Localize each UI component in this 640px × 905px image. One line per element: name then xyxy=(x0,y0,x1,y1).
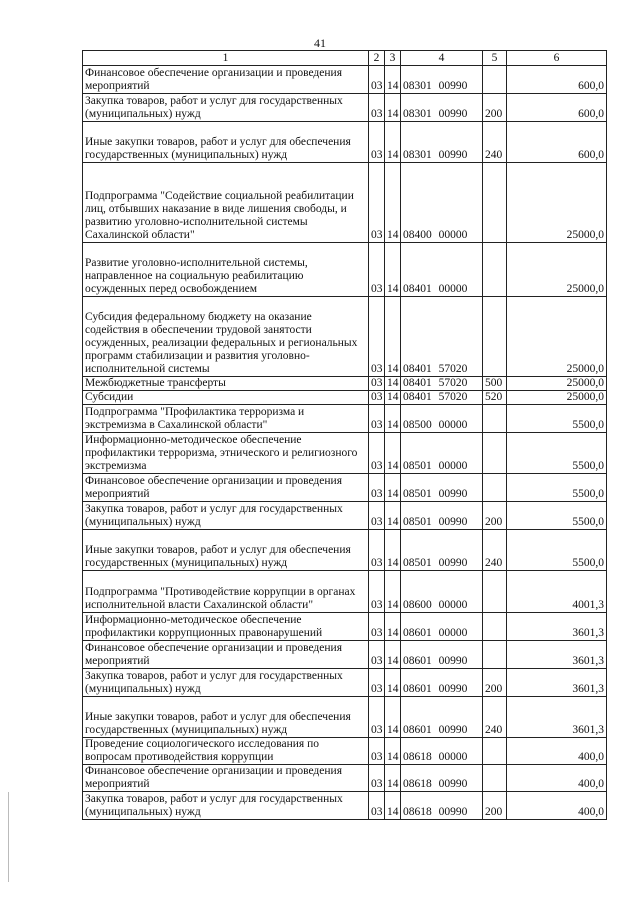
cell-section: 03 xyxy=(369,613,385,641)
cell-name: Информационно-методическое обеспечение профилактики коррупционных правонарушений xyxy=(83,613,369,641)
cell-expense-type xyxy=(483,738,507,765)
cell-section: 03 xyxy=(369,94,385,122)
table-header-row xyxy=(83,51,607,66)
cell-amount: 4001,3 xyxy=(507,571,607,613)
cell-name: Финансовое обеспечение организации и проведения мероприятий xyxy=(83,765,369,792)
cell-name: Подпрограмма "Противодействие коррупции в органах исполнительной власти Сахалинской области" xyxy=(83,571,369,613)
cell-amount: 25000,0 xyxy=(507,243,607,297)
table-row xyxy=(83,474,607,502)
cell-subsection: 14 xyxy=(385,94,401,122)
cell-section: 03 xyxy=(369,641,385,669)
cell-section: 03 xyxy=(369,243,385,297)
cell-amount: 25000,0 xyxy=(507,377,607,391)
column-header-section: 2 xyxy=(369,51,385,66)
cell-amount: 400,0 xyxy=(507,738,607,765)
cell-name: Финансовое обеспечение организации и проведения мероприятий xyxy=(83,474,369,502)
cell-expense-type xyxy=(483,433,507,474)
cell-subsection: 14 xyxy=(385,502,401,530)
cell-section: 03 xyxy=(369,474,385,502)
cell-name: Межбюджетные трансферты xyxy=(83,377,369,391)
cell-target-code: 08501 00990 xyxy=(401,474,483,502)
cell-section: 03 xyxy=(369,297,385,377)
cell-section: 03 xyxy=(369,697,385,738)
cell-target-code: 08401 57020 xyxy=(401,377,483,391)
cell-expense-type: 240 xyxy=(483,697,507,738)
cell-expense-type: 200 xyxy=(483,94,507,122)
table-row xyxy=(83,391,607,405)
cell-section: 03 xyxy=(369,765,385,792)
cell-subsection: 14 xyxy=(385,669,401,697)
budget-table xyxy=(82,50,607,820)
table-row xyxy=(83,792,607,820)
table-row xyxy=(83,669,607,697)
cell-section: 03 xyxy=(369,66,385,94)
table-row xyxy=(83,377,607,391)
cell-subsection: 14 xyxy=(385,792,401,820)
cell-amount: 400,0 xyxy=(507,792,607,820)
cell-section: 03 xyxy=(369,530,385,571)
table-row xyxy=(83,502,607,530)
cell-amount: 5500,0 xyxy=(507,433,607,474)
cell-amount: 600,0 xyxy=(507,122,607,163)
cell-name: Закупка товаров, работ и услуг для государственных (муниципальных) нужд xyxy=(83,94,369,122)
table-row xyxy=(83,765,607,792)
cell-expense-type: 500 xyxy=(483,377,507,391)
table-row xyxy=(83,571,607,613)
cell-amount: 3601,3 xyxy=(507,697,607,738)
cell-name: Подпрограмма "Профилактика терроризма и экстремизма в Сахалинской области" xyxy=(83,405,369,433)
cell-subsection: 14 xyxy=(385,163,401,243)
cell-section: 03 xyxy=(369,405,385,433)
cell-section: 03 xyxy=(369,502,385,530)
cell-subsection: 14 xyxy=(385,405,401,433)
cell-subsection: 14 xyxy=(385,66,401,94)
cell-target-code: 08301 00990 xyxy=(401,66,483,94)
cell-amount: 5500,0 xyxy=(507,502,607,530)
table-row xyxy=(83,613,607,641)
table-row xyxy=(83,433,607,474)
cell-amount: 5500,0 xyxy=(507,530,607,571)
cell-expense-type xyxy=(483,765,507,792)
cell-section: 03 xyxy=(369,738,385,765)
cell-name: Развитие уголовно-исполнительной системы, направленное на социальную реабилитацию осужденных перед освобождением xyxy=(83,243,369,297)
table-row xyxy=(83,297,607,377)
table-row xyxy=(83,738,607,765)
cell-subsection: 14 xyxy=(385,297,401,377)
cell-subsection: 14 xyxy=(385,530,401,571)
cell-amount: 400,0 xyxy=(507,765,607,792)
cell-subsection: 14 xyxy=(385,433,401,474)
table-row xyxy=(83,94,607,122)
cell-section: 03 xyxy=(369,391,385,405)
table-row xyxy=(83,163,607,243)
cell-amount: 3601,3 xyxy=(507,641,607,669)
cell-expense-type: 240 xyxy=(483,530,507,571)
cell-name: Проведение социологического исследования по вопросам противодействия коррупции xyxy=(83,738,369,765)
cell-name: Закупка товаров, работ и услуг для государственных (муниципальных) нужд xyxy=(83,502,369,530)
cell-target-code: 08618 00990 xyxy=(401,765,483,792)
cell-target-code: 08501 00990 xyxy=(401,502,483,530)
cell-name: Финансовое обеспечение организации и проведения мероприятий xyxy=(83,66,369,94)
cell-target-code: 08618 00000 xyxy=(401,738,483,765)
scan-margin-mark xyxy=(8,792,9,882)
table-row xyxy=(83,641,607,669)
page-number: 41 xyxy=(314,36,326,50)
table-row xyxy=(83,243,607,297)
cell-section: 03 xyxy=(369,163,385,243)
cell-target-code: 08501 00000 xyxy=(401,433,483,474)
cell-name: Информационно-методическое обеспечение профилактики терроризма, этнического и религиозного экстремизма xyxy=(83,433,369,474)
cell-name: Закупка товаров, работ и услуг для государственных (муниципальных) нужд xyxy=(83,792,369,820)
column-header-amount: 6 xyxy=(507,51,607,66)
cell-subsection: 14 xyxy=(385,243,401,297)
cell-target-code: 08400 00000 xyxy=(401,163,483,243)
cell-expense-type xyxy=(483,243,507,297)
cell-expense-type xyxy=(483,613,507,641)
cell-amount: 5500,0 xyxy=(507,405,607,433)
cell-expense-type xyxy=(483,474,507,502)
cell-section: 03 xyxy=(369,792,385,820)
table-row xyxy=(83,122,607,163)
cell-amount: 3601,3 xyxy=(507,613,607,641)
cell-subsection: 14 xyxy=(385,765,401,792)
cell-subsection: 14 xyxy=(385,613,401,641)
cell-amount: 25000,0 xyxy=(507,391,607,405)
cell-subsection: 14 xyxy=(385,641,401,669)
table-row xyxy=(83,66,607,94)
cell-expense-type xyxy=(483,641,507,669)
cell-name: Субсидия федеральному бюджету на оказание содействия в обеспечении трудовой занятости осужденных, реализации федеральных и региональных программ стабилизации и развития уголовно-исполнительной системы xyxy=(83,297,369,377)
cell-name: Иные закупки товаров, работ и услуг для обеспечения государственных (муниципальных) нужд xyxy=(83,697,369,738)
cell-amount: 25000,0 xyxy=(507,297,607,377)
cell-amount: 3601,3 xyxy=(507,669,607,697)
cell-subsection: 14 xyxy=(385,122,401,163)
cell-subsection: 14 xyxy=(385,738,401,765)
cell-amount: 600,0 xyxy=(507,94,607,122)
table-row xyxy=(83,405,607,433)
cell-expense-type xyxy=(483,163,507,243)
cell-subsection: 14 xyxy=(385,377,401,391)
cell-target-code: 08401 00000 xyxy=(401,243,483,297)
cell-target-code: 08618 00990 xyxy=(401,792,483,820)
cell-amount: 25000,0 xyxy=(507,163,607,243)
cell-expense-type: 520 xyxy=(483,391,507,405)
cell-target-code: 08601 00000 xyxy=(401,613,483,641)
cell-target-code: 08301 00990 xyxy=(401,122,483,163)
cell-name: Финансовое обеспечение организации и проведения мероприятий xyxy=(83,641,369,669)
cell-subsection: 14 xyxy=(385,391,401,405)
table-body xyxy=(83,66,607,820)
cell-expense-type: 200 xyxy=(483,669,507,697)
cell-expense-type xyxy=(483,405,507,433)
cell-subsection: 14 xyxy=(385,571,401,613)
cell-section: 03 xyxy=(369,433,385,474)
cell-target-code: 08401 57020 xyxy=(401,297,483,377)
cell-target-code: 08301 00990 xyxy=(401,94,483,122)
cell-name: Подпрограмма "Содействие социальной реабилитации лиц, отбывших наказание в виде лишения свободы, и развитию уголовно-исполнительной системы Сахалинской области" xyxy=(83,163,369,243)
column-header-name: 1 xyxy=(83,51,369,66)
cell-target-code: 08401 57020 xyxy=(401,391,483,405)
cell-expense-type: 240 xyxy=(483,122,507,163)
cell-target-code: 08601 00990 xyxy=(401,641,483,669)
cell-name: Субсидии xyxy=(83,391,369,405)
cell-subsection: 14 xyxy=(385,697,401,738)
cell-name: Иные закупки товаров, работ и услуг для обеспечения государственных (муниципальных) нужд xyxy=(83,530,369,571)
column-header-target-code: 4 xyxy=(401,51,483,66)
cell-target-code: 08500 00000 xyxy=(401,405,483,433)
cell-section: 03 xyxy=(369,122,385,163)
column-header-subsection: 3 xyxy=(385,51,401,66)
table-row xyxy=(83,697,607,738)
cell-name: Иные закупки товаров, работ и услуг для обеспечения государственных (муниципальных) нужд xyxy=(83,122,369,163)
column-header-expense-type: 5 xyxy=(483,51,507,66)
cell-expense-type xyxy=(483,66,507,94)
cell-expense-type xyxy=(483,571,507,613)
cell-section: 03 xyxy=(369,571,385,613)
cell-target-code: 08600 00000 xyxy=(401,571,483,613)
cell-subsection: 14 xyxy=(385,474,401,502)
cell-target-code: 08601 00990 xyxy=(401,697,483,738)
cell-expense-type: 200 xyxy=(483,502,507,530)
cell-amount: 600,0 xyxy=(507,66,607,94)
table-row xyxy=(83,530,607,571)
cell-expense-type xyxy=(483,297,507,377)
cell-target-code: 08601 00990 xyxy=(401,669,483,697)
cell-expense-type: 200 xyxy=(483,792,507,820)
cell-section: 03 xyxy=(369,669,385,697)
cell-amount: 5500,0 xyxy=(507,474,607,502)
cell-target-code: 08501 00990 xyxy=(401,530,483,571)
cell-name: Закупка товаров, работ и услуг для государственных (муниципальных) нужд xyxy=(83,669,369,697)
cell-section: 03 xyxy=(369,377,385,391)
